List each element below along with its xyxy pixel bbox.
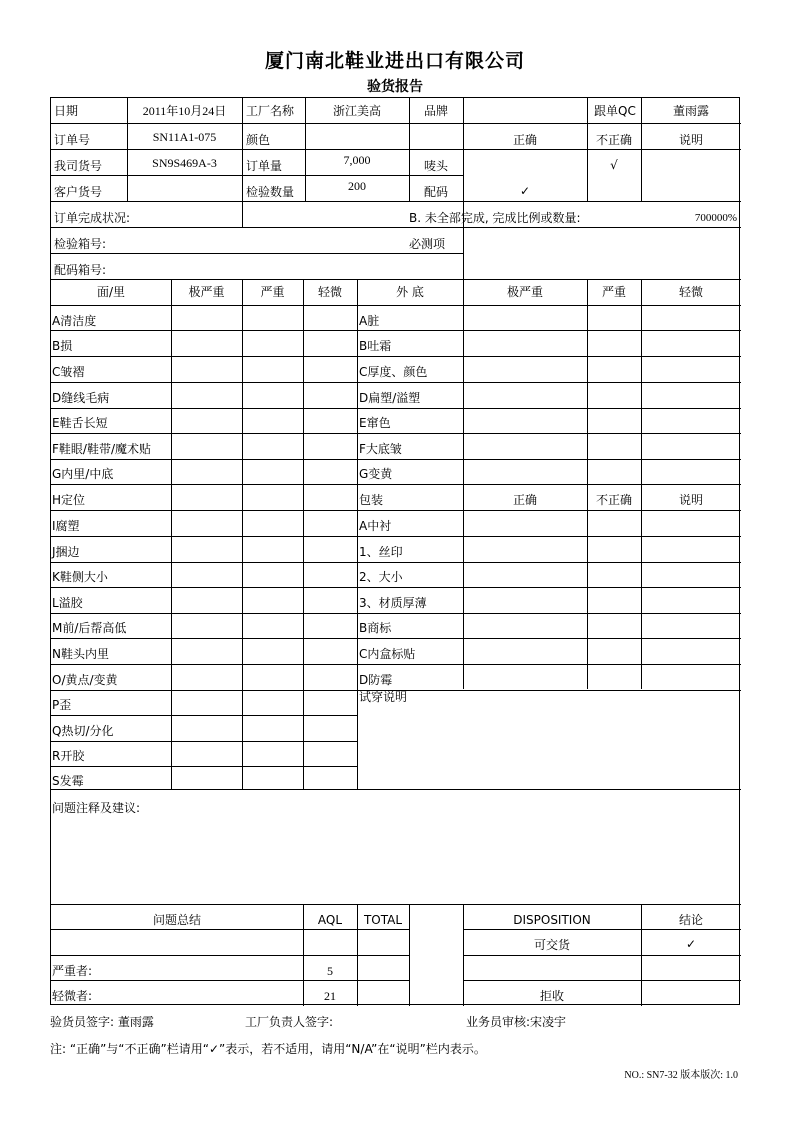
right-item: A脏 [359, 314, 380, 328]
sales-signature: 业务员审核:宋凌宇 [466, 1015, 567, 1029]
company-title: 厦门南北鞋业进出口有限公司 [264, 50, 525, 72]
our-no-value: SN9S469A-3 [152, 156, 217, 170]
code-box-label: 配码箱号: [54, 263, 107, 277]
pack-item: B商标 [359, 621, 392, 635]
left-item: Q热切/分化 [52, 724, 114, 738]
left-item: B损 [52, 339, 73, 353]
left-item: D缝线毛病 [52, 391, 110, 405]
code-label: 配码 [423, 185, 448, 199]
correct-header: 正确 [512, 133, 537, 147]
left-item: N鞋头内里 [52, 647, 109, 661]
factory-value: 浙江美高 [332, 104, 381, 118]
right-item: C厚度、颜色 [359, 365, 428, 379]
left-item: R开胶 [52, 749, 85, 763]
explain-header: 说明 [678, 133, 703, 147]
order-qty-value: 7,000 [343, 153, 371, 167]
pack-item: 1、丝印 [359, 545, 403, 559]
reject-label: 拒收 [539, 989, 564, 1003]
left-critical-head: 极严重 [188, 285, 225, 299]
doc-code: NO.: SN7-32 版本版次: 1.0 [624, 1070, 738, 1081]
qc-value: 董雨露 [672, 104, 709, 118]
left-item: M前/后帮高低 [52, 621, 127, 635]
right-item: G变黄 [359, 467, 393, 481]
left-item: K鞋侧大小 [52, 570, 108, 584]
qc-label: 跟单QC [594, 104, 636, 118]
right-item: B吐霜 [359, 339, 392, 353]
pack-explain-head: 说明 [678, 493, 703, 507]
left-major-head: 严重 [260, 285, 285, 299]
left-item: G内里/中底 [52, 467, 114, 481]
must-test-label: 必测项 [409, 237, 446, 251]
brand-label: 品牌 [423, 104, 448, 118]
comments-label: 问题注释及建议: [52, 801, 141, 815]
right-critical-head: 极严重 [506, 285, 543, 299]
order-qty-label: 订单量 [246, 159, 283, 173]
left-item: F鞋眼/鞋带/魔术贴 [52, 442, 151, 456]
inspect-qty-label: 检验数量 [246, 185, 295, 199]
our-no-label: 我司货号 [54, 159, 103, 173]
right-minor-head: 轻微 [678, 285, 703, 299]
date-label: 日期 [54, 104, 79, 118]
right-item: E窜色 [359, 416, 391, 430]
left-item: C皱褶 [52, 365, 85, 379]
major-aql: 5 [327, 964, 333, 978]
fit-label: 试穿说明 [359, 690, 408, 704]
aql-head: AQL [317, 913, 343, 927]
minor-label: 轻微者: [52, 989, 93, 1003]
incorrect-header: 不正确 [595, 133, 632, 147]
right-section-head: 外 底 [396, 285, 424, 299]
left-item: L溢胶 [52, 596, 83, 610]
summary-head: 问题总结 [152, 913, 201, 927]
inspection-form [50, 97, 740, 1005]
left-minor-head: 轻微 [317, 285, 342, 299]
disposition-head: DISPOSITION [513, 913, 591, 927]
total-head: TOTAL [363, 913, 403, 927]
pack-head: 包装 [359, 493, 384, 507]
not-complete-value: 700000% [694, 212, 737, 224]
left-item: H定位 [52, 493, 86, 507]
factory-signature: 工厂负责人签字: [245, 1015, 334, 1029]
order-value: SN11A1-075 [152, 130, 217, 144]
box-no-label: 检验箱号: [54, 237, 107, 251]
pack-item: D防霉 [359, 673, 393, 687]
right-major-head: 严重 [601, 285, 626, 299]
cust-no-label: 客户货号 [54, 185, 103, 199]
inspect-qty-value: 200 [348, 179, 366, 193]
mark-incorrect-check: √ [610, 158, 618, 172]
inspector-signature: 验货员签字: 董雨露 [50, 1015, 154, 1029]
code-correct-check: ✓ [519, 184, 531, 198]
order-label: 订单号 [54, 133, 91, 147]
right-item: F大底皱 [359, 442, 402, 456]
pack-incorrect-head: 不正确 [595, 493, 632, 507]
report-title: 验货报告 [367, 79, 423, 95]
acceptable-label: 可交货 [533, 938, 570, 952]
major-label: 严重者: [52, 964, 93, 978]
color-label: 颜色 [246, 133, 271, 147]
left-item: I腐塑 [52, 519, 80, 533]
left-item: A清洁度 [52, 314, 97, 328]
date-value: 2011年10月24日 [142, 104, 227, 118]
pack-item: A中衬 [359, 519, 392, 533]
left-section-head: 面/里 [96, 285, 126, 299]
order-status-label: 订单完成状况: [54, 211, 131, 225]
not-complete-label: B. 未全部完成, 完成比例或数量: [409, 211, 581, 225]
pack-correct-head: 正确 [512, 493, 537, 507]
mark-label: 唛头 [423, 159, 448, 173]
pack-item: C内盒标贴 [359, 647, 416, 661]
left-item: O/黄点/变黄 [52, 673, 118, 687]
left-item: J捆边 [52, 545, 80, 559]
footnote: 注: “正确”与“不正确”栏请用“✓”表示，若不适用，请用“N/A”在“说明”栏内表示。 [50, 1042, 486, 1056]
conclusion-head: 结论 [678, 913, 703, 927]
pack-item: 2、大小 [359, 570, 403, 584]
pack-item: 3、材质厚薄 [359, 596, 427, 610]
left-item: P歪 [52, 698, 72, 712]
right-item: D扁塑/溢塑 [359, 391, 421, 405]
minor-aql: 21 [324, 989, 336, 1003]
left-item: S发霉 [52, 774, 84, 788]
factory-label: 工厂名称 [246, 104, 295, 118]
left-item: E鞋舌长短 [52, 416, 108, 430]
acceptable-check: ✓ [685, 937, 697, 951]
